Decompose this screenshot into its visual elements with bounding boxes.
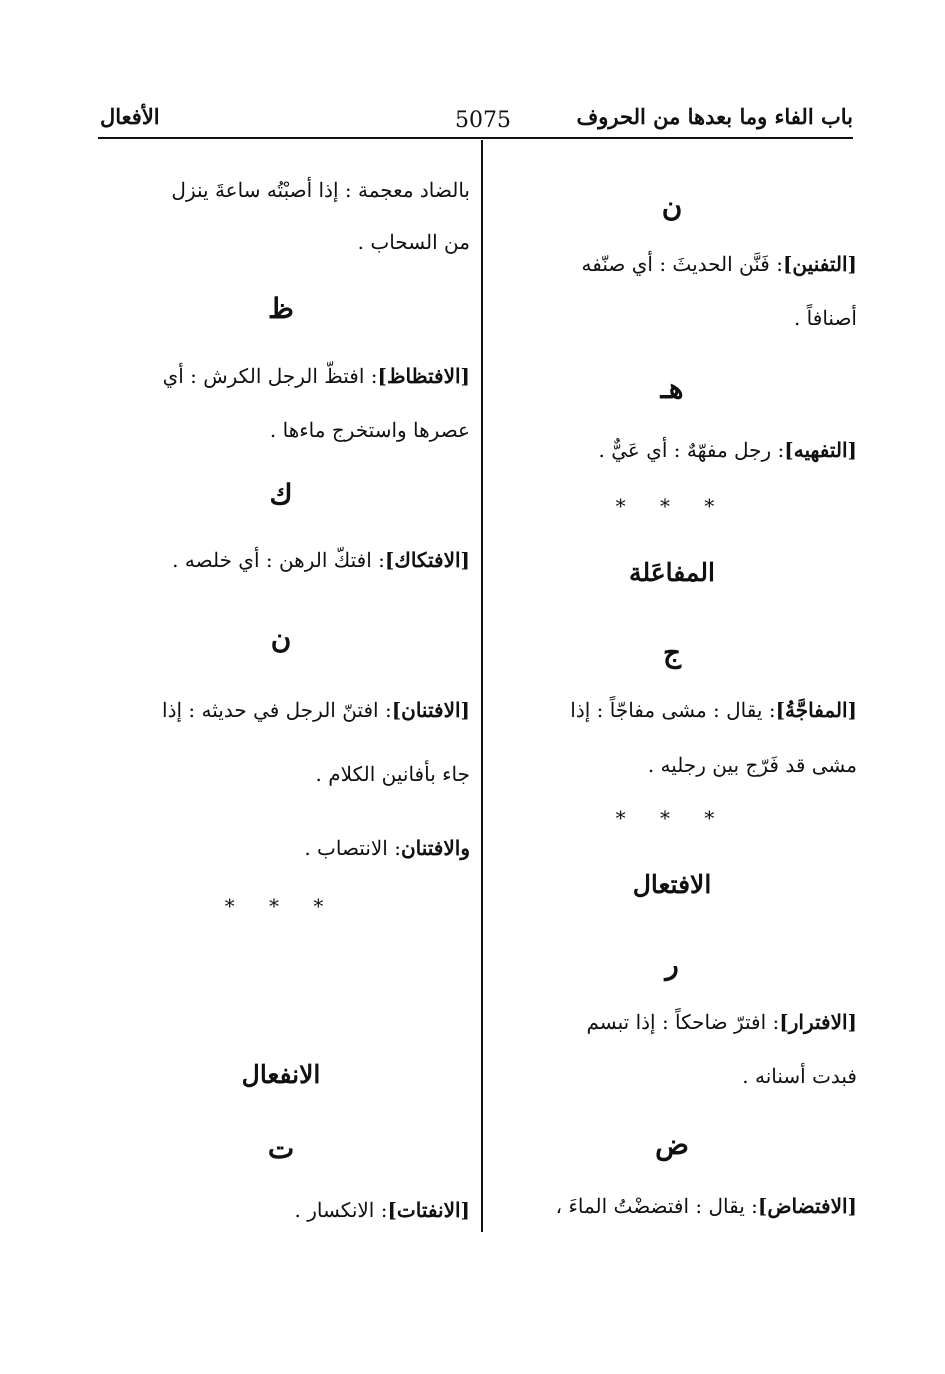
entry-text: : افترّ ضاحكاً : إذا تبسم xyxy=(586,1010,780,1034)
entry-text: : افتنّ الرجل في حديثه : إذا xyxy=(162,698,392,722)
entry-iftizaz-line1 xyxy=(163,364,470,388)
entry-infitat-line1 xyxy=(294,1198,470,1222)
header-rule xyxy=(98,137,853,139)
entry-tafnin-line1 xyxy=(582,252,857,276)
entry-mufajja-line1 xyxy=(570,698,857,722)
entry-tafhih-line1 xyxy=(599,438,857,462)
entry-iftizaz-line2: عصرها واستخرج ماءها . xyxy=(269,418,470,442)
letter-heading-nun: ن xyxy=(661,190,683,223)
entry-text: : الانتصاب . xyxy=(304,836,401,860)
entry-text: : رجل مفهّهٌ : أي عَيٌّ . xyxy=(598,438,785,462)
entry-text: : افتظّ الرجل الكرش : أي xyxy=(162,364,378,388)
separator-stars: * * * xyxy=(615,806,729,830)
letter-heading-ra: ر xyxy=(665,948,679,981)
entry-text: : فَنَّن الحديثَ : أي صنّفه xyxy=(581,252,783,276)
entry-term: [الافتكاك] xyxy=(384,548,470,572)
entry-term: [الانفتات] xyxy=(387,1198,470,1222)
entry-text: : يقال : مشى مفاجّاً : إذا xyxy=(570,698,776,722)
section-heading-infial: الانفعال xyxy=(241,1060,321,1089)
entry-iftinan-line1 xyxy=(162,698,470,722)
entry-iftidad-line1 xyxy=(556,1194,857,1218)
letter-heading-dad: ض xyxy=(655,1128,689,1161)
section-heading-iftial: الافتعال xyxy=(632,870,712,899)
column-divider xyxy=(481,140,483,1232)
separator-stars: * * * xyxy=(224,894,338,918)
entry-term: [المفاجَّةُ] xyxy=(775,698,857,722)
page-number: 5075 xyxy=(455,108,511,133)
continuation-line2: من السحاب . xyxy=(357,230,470,254)
entry-term: [الافترار] xyxy=(779,1010,857,1034)
entry-text: : الانكسار . xyxy=(294,1198,388,1222)
section-running-title: الأفعال xyxy=(100,104,160,129)
entry-term: [الافتظاظ] xyxy=(377,364,470,388)
letter-heading-ha: هـ xyxy=(660,372,684,405)
letter-heading-kaf: ك xyxy=(269,478,293,511)
continuation-line1: بالضاد معجمة : إذا أصبْتُه ساعةَ ينزل xyxy=(171,178,470,202)
entry-tafnin-line2: أصنافاً . xyxy=(793,306,857,330)
entry-iftinan-intisab xyxy=(304,836,470,860)
letter-heading-dha: ظ xyxy=(268,292,294,325)
entry-iftirar-line1 xyxy=(586,1010,857,1034)
letter-heading-ta: ت xyxy=(267,1132,295,1165)
entry-iftikak-line1 xyxy=(172,548,470,572)
letter-heading-nun: ن xyxy=(270,622,292,655)
letter-heading-jim: ج xyxy=(662,636,682,669)
entry-text: : يقال : افتضضْتُ الماءَ ، xyxy=(555,1194,758,1218)
entry-term: [التفهيه] xyxy=(784,438,857,462)
entry-iftirar-line2: فبدت أسنانه . xyxy=(742,1064,857,1088)
chapter-title: باب الفاء وما بعدها من الحروف xyxy=(576,104,853,129)
entry-term: [التفنين] xyxy=(782,252,857,276)
entry-text: : افتكّ الرهن : أي خلصه . xyxy=(172,548,385,572)
entry-mufajja-line2: مشى قد فَرّج بين رجليه . xyxy=(647,753,857,777)
separator-stars: * * * xyxy=(615,494,729,518)
entry-term: والافتنان xyxy=(400,836,470,860)
section-heading-mufaala: المفاعَلة xyxy=(629,558,715,587)
entry-term: [الافتضاض] xyxy=(757,1194,857,1218)
entry-iftinan-line2: جاء بأفانين الكلام . xyxy=(315,762,470,786)
entry-term: [الافتنان] xyxy=(391,698,470,722)
